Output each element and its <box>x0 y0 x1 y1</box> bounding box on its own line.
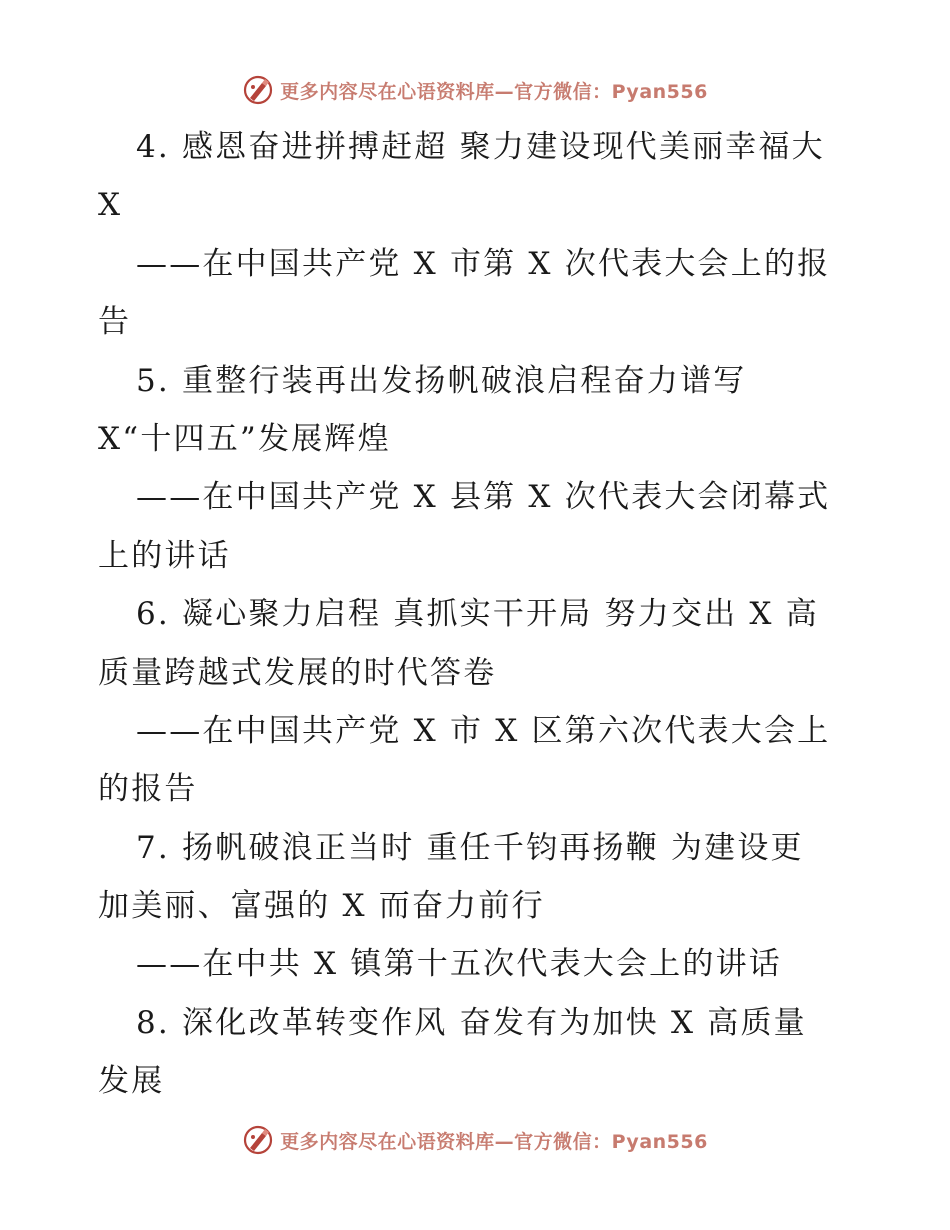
text-line: 质量跨越式发展的时代答卷 <box>98 654 497 691</box>
text-line: ——在中国共产党 X 市 X 区第六次代表大会上 <box>136 712 831 749</box>
text-line: 8. 深化改革转变作风 奋发有为加快 X 高质量 <box>136 1004 807 1041</box>
text-line: 7. 扬帆破浪正当时 重任千钧再扬鞭 为建设更 <box>136 829 804 866</box>
footer-banner <box>0 1120 950 1160</box>
text-line: ——在中国共产党 X 市第 X 次代表大会上的报 <box>136 245 831 282</box>
pen-logo-icon <box>242 1124 274 1156</box>
text-line: ——在中国共产党 X 县第 X 次代表大会闭幕式 <box>136 479 831 516</box>
text-line: ——在中共 X 镇第十五次代表大会上的讲话 <box>136 946 782 983</box>
text-line: 告 <box>98 304 132 341</box>
text-line: 6. 凝心聚力启程 真抓实干开局 努力交出 X 高 <box>136 596 819 633</box>
document-body <box>98 118 858 1111</box>
text-line: 的报告 <box>98 771 198 808</box>
header-banner <box>0 70 950 110</box>
text-line: 发展 <box>98 1063 165 1100</box>
text-line: 上的讲话 <box>98 537 231 574</box>
text-line: 加美丽、富强的 X 而奋力前行 <box>98 888 545 925</box>
text-line: 4. 感恩奋进拼搏赶超 聚力建设现代美丽幸福大 <box>136 129 825 165</box>
header-banner-text: 更多内容尽在心语资料库—官方微信：Pyan556 <box>280 80 708 103</box>
text-line: X <box>98 187 123 224</box>
pen-logo-icon <box>242 74 274 106</box>
text-line: X“十四五”发展辉煌 <box>98 420 391 457</box>
footer-banner-text: 更多内容尽在心语资料库—官方微信：Pyan556 <box>280 1130 708 1153</box>
text-line: 5. 重整行装再出发扬帆破浪启程奋力谱写 <box>136 362 747 399</box>
